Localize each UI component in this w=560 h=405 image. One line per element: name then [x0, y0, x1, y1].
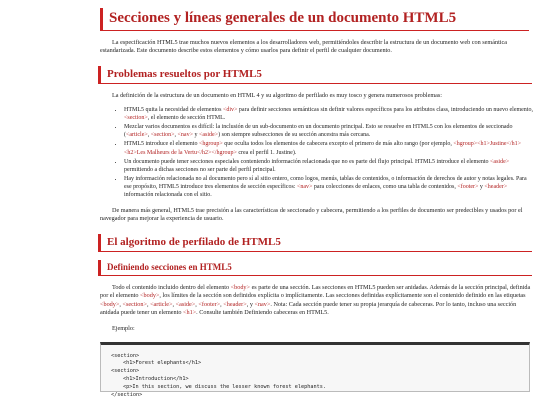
section-heading-problems: Problemas resueltos por HTML5 [98, 66, 532, 84]
intro-paragraph: La especificación HTML5 trae muchos nuevos elementos a los desarrolladores web, permitiéndoles describir la estructura de un documento web con semántica estandarizada. Este documento describe estos elementos y cómo usarlos para definir el perfil de cualquier documento. [100, 39, 508, 55]
code-line: <p>In this section, we discuss the lesser known forest elephants. [123, 383, 327, 390]
code-example [100, 342, 530, 398]
list-item: • Mezclar varios documentos es difícil: la inclusión de un sub-documento en un documento principal. Esto se resuelve en HTML5 con los elementos de seccionado (<article>, <section>, <nav> y <aside>) son siempre subsecciones de su sección ancestra más cercana. [124, 123, 534, 139]
code-line: <h1>Forest elephants</h1> [123, 360, 202, 367]
subsection-heading-defining-sections: Definiendo secciones en HTML5 [98, 260, 532, 276]
list-item: • Hay información relacionada no al documento pero sí al sitio entero, como logos, menús, tablas de contenidos, o información de derechos de autor y notas legales. Para ese propósito, HTML5 introduce tres elementos de sección específicos: <nav> para colecciones de enlaces, como una tabla de contenidos, <footer> y <header> información relacionada con el sitio. [124, 175, 534, 199]
code-line: <section> [111, 352, 140, 359]
list-item: • HTML5 quita la necesidad de elementos <div> para definir secciones semánticas sin definir valores específicos para los atributos class, introduciendo un nuevo elemento, <section>, el elemento de sección HTML. [124, 106, 534, 122]
page-title: Secciones y líneas generales de un documento HTML5 [100, 8, 529, 31]
problems-list [114, 106, 534, 199]
algorithm-paragraph: Todo el contenido incluido dentro del elemento <body> es parte de una sección. Las secciones en HTML5 pueden ser anidadas. Además de la sección principal, definida por el elemento <body>, los límites de la sección son definidos explícita o implícitamente. Las secciones definidas explícitamente son el contenido definido en las etiquetas <body>, <section>, <article>, <aside>, <footer>, <header>, y <nav>. Nota: Cada sección puede tener su propia jerarquía de cabeceras. Por lo tanto, incluso una sección anidada puede tener un elemento <h1>. Consulte también Definiendo cabeceras en HTML5. [100, 283, 531, 316]
problems-outro: De manera más general, HTML5 trae precisión a las características de seccionado y cabecera, permitiendo a los perfiles de documento ser predecibles y usados por el navegador para mejorar la experiencia de usuario. [100, 207, 523, 223]
list-item: • Un documento puede tener secciones especiales conteniendo información relacionada que no es parte del flujo principal. HTML5 introduce el elemento <aside> permitiendo a dichas secciones no ser parte del perfil principal. [124, 158, 534, 174]
section-heading-algorithm: El algoritmo de perfilado de HTML5 [98, 234, 532, 252]
code-line: </section> [111, 391, 143, 398]
code-line: <section> [111, 368, 140, 375]
code-line: <h1>Introduction</h1> [123, 376, 189, 383]
example-label: Ejemplo: [112, 325, 135, 333]
problems-intro: La definición de la estructura de un documento en HTML 4 y su algoritmo de perfilado es muy tosco y genera numerosos problemas: [112, 91, 443, 99]
document-page [100, 0, 560, 398]
list-item: • HTML5 introduce el elemento <hgroup> que oculta todos los elementos de cabecera excepto el primero de más alto rango (por ejemplo, <hgroup><h1>Justine</h1><h2>Les Malheurs de la Vertu</h2></hgroup> crea el perfil 1. Justine). [124, 140, 534, 156]
